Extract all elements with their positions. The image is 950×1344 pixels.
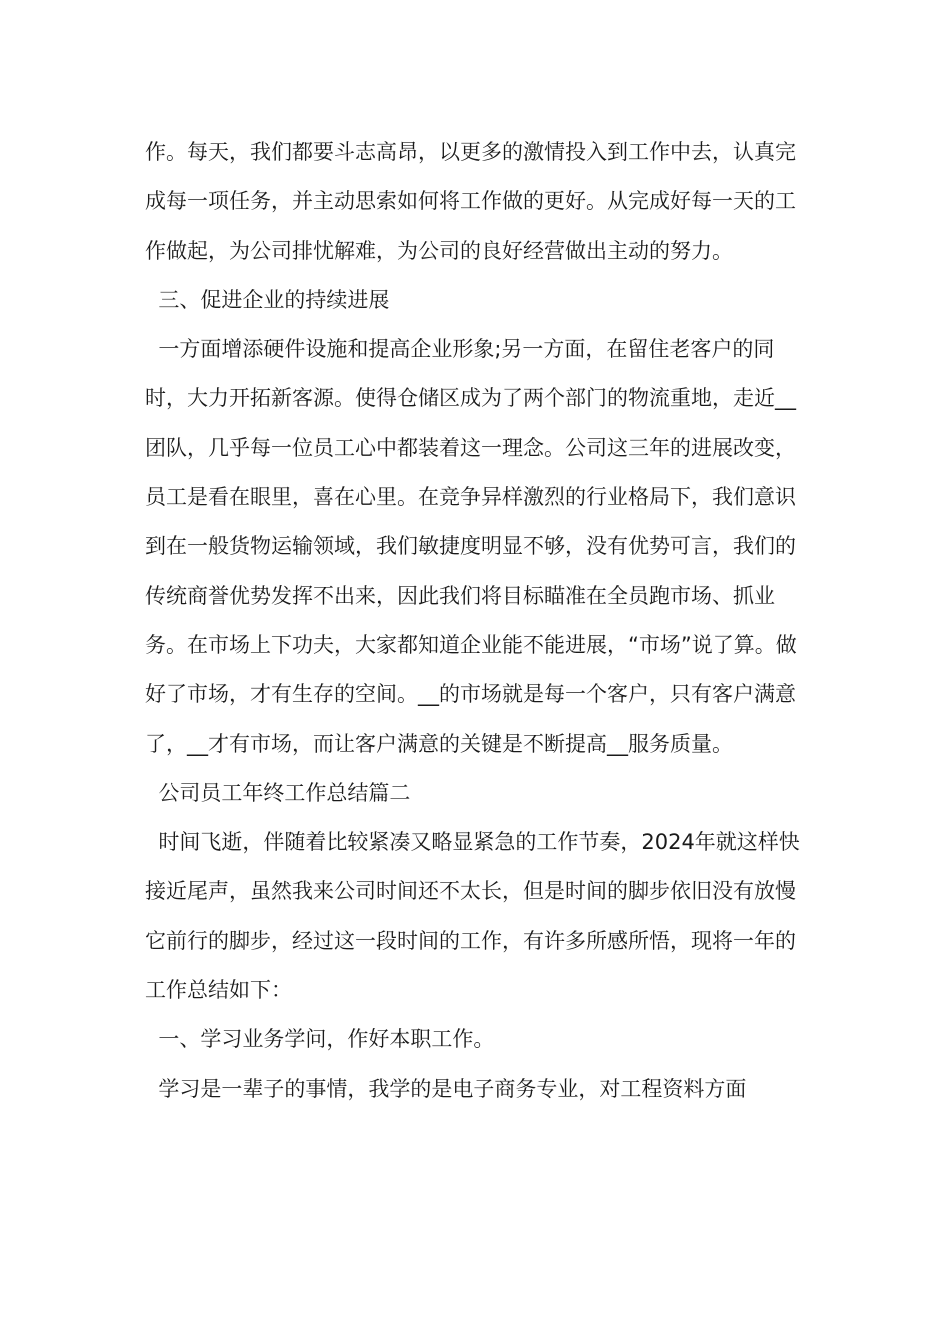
document-page	[145, 128, 807, 1114]
paragraph-development: 一方面增添硬件设施和提高企业形象;另一方面，在留住老客户的同时，大力开拓新客源。使得仓储区成为了两个部门的物流重地，走近__团队，几乎每一位员工心中都装着这一理念。公司这三年的进展改变，员工是看在眼里，喜在心里。在竞争异样激烈的行业格局下，我们意识到在一般货物运输领域，我们敏捷度明显不够，没有优势可言，我们的传统商誉优势发挥不出来，因此我们将目标瞄准在全员跑市场、抓业务。在市场上下功夫，大家都知道企业能不能进展，“市场”说了算。做好了市场，才有生存的空间。__的市场就是每一个客户，只有客户满意了，__才有市场，而让客户满意的关键是不断提高__服务质量。	[145, 337, 797, 756]
paragraph-continuation: 作。每天，我们都要斗志高昂，以更多的激情投入到工作中去，认真完成每一项任务，并主动思索如何将工作做的更好。从完成好每一天的工作做起，为公司排忧解难，为公司的良好经营做出主动的努力。	[145, 140, 796, 263]
paragraph-intro: 时间飞逝，伴随着比较紧凑又略显紧急的工作节奏，2024年就这样快接近尾声，虽然我来公司时间还不太长，但是时间的脚步依旧没有放慢它前行的脚步，经过这一段时间的工作，有许多所感所悟，现将一年的工作总结如下：	[145, 830, 800, 1003]
paragraph-learning: 学习是一辈子的事情，我学的是电子商务专业，对工程资料方面	[145, 1076, 747, 1101]
section-heading-3: 三、促进企业的持续进展	[145, 287, 390, 312]
article-title-part-2: 公司员工年终工作总结篇二	[145, 780, 411, 805]
section-heading-1: 一、学习业务学问，作好本职工作。	[145, 1027, 495, 1052]
